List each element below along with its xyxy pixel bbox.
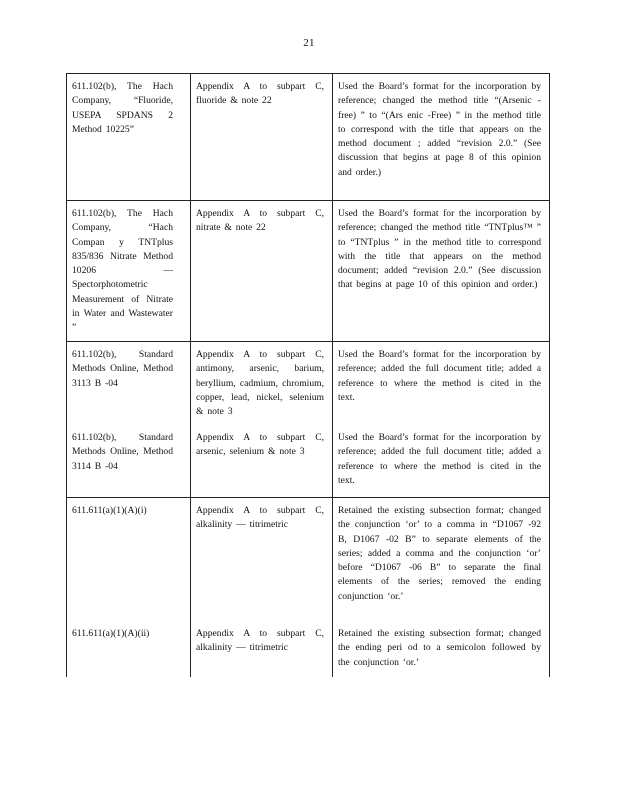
row-3a-change: Used the Board’s format for the incorporation by reference; added the full document title; added a reference to where the method is cited in the text. — [338, 349, 541, 403]
row-3a-section: 611.102(b), Standard Methods Online, Method 3113 B -04 — [72, 349, 173, 389]
column-divider-2 — [332, 73, 333, 677]
row-2-section: 611.102(b), The Hach Company, “Hach Compan y TNTplus 835/836 Nitrate Method 10206 — Spectorphotometric Measurement of Nitrate in Water and Wastewater ” — [72, 208, 173, 334]
row-4b-change: Retained the existing subsection format; changed the ending peri od to a semicolon followed by the conjunction ‘or.’ — [338, 628, 541, 668]
row-4a-location: Appendix A to subpart C, alkalinity — titrimetric — [196, 505, 324, 531]
row-4a-change: Retained the existing subsection format; changed the conjunction ‘or’ to a comma in “D1067 -92 B, D1067 -02 B” to separate elements of the series; added a comma and the conjunction ‘or’ before “D1067 -06 B” to separate the final elements of the series; removed the ending conjunction ‘or.’ — [338, 505, 541, 602]
row-4b-location: Appendix A to subpart C, alkalinity — titrimetric — [196, 628, 324, 654]
row-divider-1 — [66, 200, 550, 201]
row-divider-3 — [66, 497, 550, 498]
row-4b-section: 611.611(a)(1)(A)(ii) — [72, 628, 150, 639]
row-1-change: Used the Board’s format for the incorporation by reference; changed the method title “(Arsenic -free) ” to “(Ars enic -Free) ” in the method title to correspond with the title that appears on the method document ; added “revision 2.0.” (See discussion that begins at page 8 of this opinion and order.) — [338, 81, 541, 178]
row-3b-location: Appendix A to subpart C, arsenic, selenium & note 3 — [196, 432, 324, 458]
page-number: 21 — [303, 37, 315, 49]
row-4a-section: 611.611(a)(1)(A)(i) — [72, 505, 147, 516]
row-1-section: 611.102(b), The Hach Company, “Fluoride, USEPA SPDANS 2 Method 10225” — [72, 81, 173, 135]
row-3b-section: 611.102(b), Standard Methods Online, Method 3114 B -04 — [72, 432, 173, 472]
row-3b-change: Used the Board’s format for the incorporation by reference; added the full document title; added a reference to where the method is cited in the text. — [338, 432, 541, 486]
row-divider-2 — [66, 341, 550, 342]
column-divider-1 — [190, 73, 191, 677]
row-1-location: Appendix A to subpart C, fluoride & note 22 — [196, 81, 324, 107]
table-border-top — [66, 73, 550, 74]
table-border-left — [66, 73, 67, 677]
row-2-change: Used the Board’s format for the incorporation by reference; changed the method title “TNTplus™ ” to “TNTplus ” in the method title to correspond with the title that appears on the method document; added “revision 2.0.” (See discussion that begins at page 10 of this opinion and order.) — [338, 208, 541, 291]
row-3a-location: Appendix A to subpart C, antimony, arsenic, barium, beryllium, cadmium, chromium, copper, lead, nickel, selenium & note 3 — [196, 349, 324, 418]
changes-table — [66, 73, 550, 677]
table-border-right — [549, 73, 550, 677]
row-2-location: Appendix A to subpart C, nitrate & note 22 — [196, 208, 324, 234]
